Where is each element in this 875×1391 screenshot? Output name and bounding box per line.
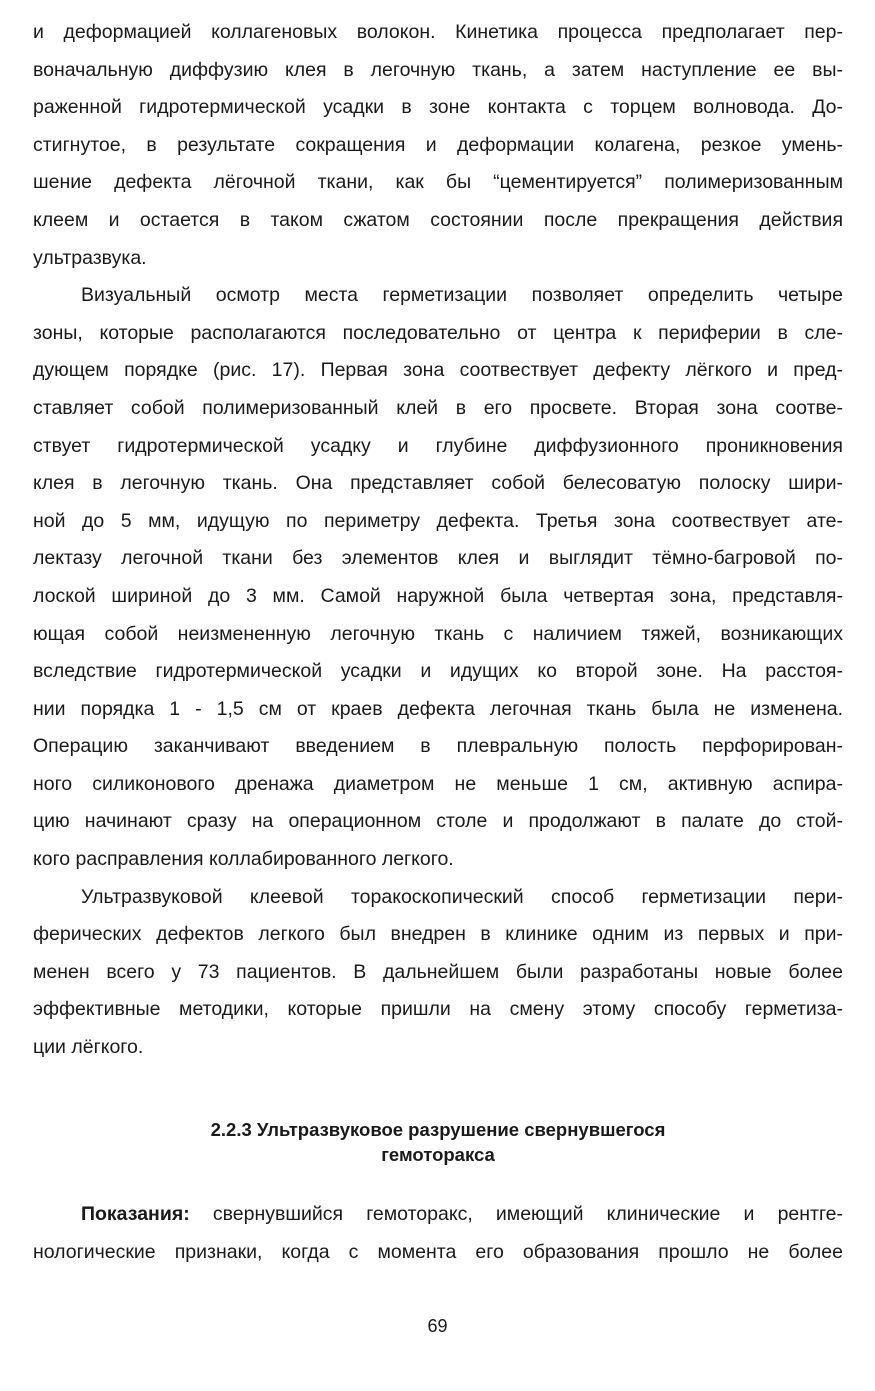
text-line: нологические признаки, когда с момента его образования прошло не более bbox=[33, 1240, 843, 1263]
text-line: стигнутое, в результате сокращения и деформации колагена, резкое умень- bbox=[33, 133, 843, 156]
text-line: зоны, которые располагаются последовательно от центра к периферии в сле- bbox=[33, 321, 843, 344]
text-line: эффективные методики, которые пришли на смену этому способу герметиза- bbox=[33, 998, 843, 1021]
text-line bbox=[33, 1196, 843, 1234]
text-line: ющая собой неизмененную легочную ткань с наличием тяжей, возникающих bbox=[33, 622, 843, 645]
text-line: ного силиконового дренажа диаметром не меньше 1 см, активную аспира- bbox=[33, 772, 843, 795]
text-line: ции лёгкого. bbox=[33, 1036, 144, 1059]
section-heading bbox=[33, 1117, 843, 1167]
text-line: дующем порядке (рис. 17). Первая зона соотвествует дефекту лёгкого и пред- bbox=[33, 359, 843, 382]
text-line: цию начинают сразу на операционном столе и продолжают в палате до стой- bbox=[33, 810, 843, 833]
body-text bbox=[33, 14, 843, 1067]
text-line: клея в легочную ткань. Она представляет собой белесоватую полоску шири- bbox=[33, 472, 843, 495]
section-heading-line: гемоторакса bbox=[381, 1144, 495, 1165]
page-number: 69 bbox=[427, 1316, 448, 1336]
text-line: ставляет собой полимеризованный клей в его просвете. Вторая зона соотве- bbox=[33, 396, 843, 419]
text-line: ферических дефектов легкого был внедрен в клинике одним из первых и при- bbox=[33, 923, 843, 946]
text-line: ной до 5 мм, идущую по периметру дефекта. Третья зона соотвествует ате- bbox=[33, 509, 843, 532]
text-line: ствует гидротермической усадку и глубине диффузионного проникновения bbox=[33, 434, 843, 457]
text-line: Визуальный осмотр места герметизации позволяет определить четыре bbox=[81, 284, 843, 307]
text-line: воначальную диффузию клея в легочную ткань, а затем наступление ее вы- bbox=[33, 58, 843, 81]
paragraph-3 bbox=[33, 879, 843, 1067]
text-line: менен всего у 73 пациентов. В дальнейшем были разработаны новые более bbox=[33, 960, 843, 983]
indications-text: свернувшийся гемоторакс, имеющий клинические и рентге- bbox=[189, 1203, 843, 1225]
paragraph-indications bbox=[33, 1196, 843, 1271]
text-line: и деформацией коллагеновых волокон. Кинетика процесса предполагает пер- bbox=[33, 21, 843, 43]
text-line: лектазу легочной ткани без элементов клея и выглядит тёмно-багровой по- bbox=[33, 547, 843, 570]
text-line: нии порядка 1 - 1,5 см от краев дефекта легочная ткань была не изменена. bbox=[33, 697, 843, 720]
section-heading-line: 2.2.3 Ультразвуковое разрушение свернувшегося bbox=[210, 1119, 666, 1140]
text-line: раженной гидротермической усадки в зоне контакта с торцем волновода. До- bbox=[33, 96, 843, 119]
text-line: лоской шириной до 3 мм. Самой наружной была четвертая зона, представля- bbox=[33, 584, 843, 607]
indications-label: Показания: bbox=[81, 1203, 190, 1225]
text-line: ультразвука. bbox=[33, 246, 147, 269]
text-line: шение дефекта лёгочной ткани, как бы “цементируется” полимеризованным bbox=[33, 171, 843, 194]
paragraph-1 bbox=[33, 14, 843, 277]
text-line: клеем и остается в таком сжатом состоянии после прекращения действия bbox=[33, 208, 843, 231]
text-line: Ультразвуковой клеевой торакоскопический способ герметизации пери- bbox=[81, 885, 843, 908]
paragraph-2 bbox=[33, 277, 843, 879]
text-line: кого расправления коллабированного легкого. bbox=[33, 848, 454, 871]
text-line: Операцию заканчивают введением в плевральную полость перфорирован- bbox=[33, 735, 843, 758]
text-line: вследствие гидротермической усадки и идущих ко второй зоне. На расстоя- bbox=[33, 660, 843, 683]
